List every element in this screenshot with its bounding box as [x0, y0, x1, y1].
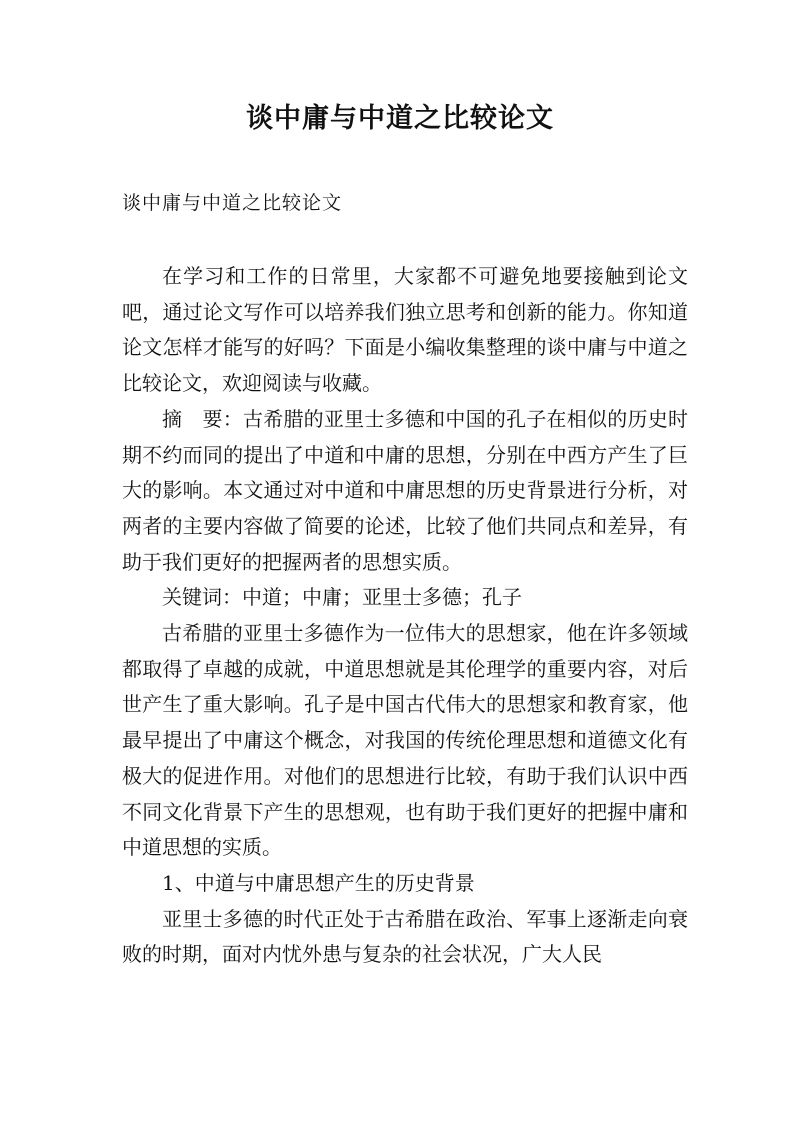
- abstract-paragraph: 摘 要：古希腊的亚里士多德和中国的孔子在相似的历史时期不约而同的提出了中道和中庸的思想，分别在中西方产生了巨大的影响。本文通过对中道和中庸思想的历史背景进行分析，对两者的主要内容做了简要的论述，比较了他们共同点和差异，有助于我们更好的把握两者的思想实质。: [122, 406, 688, 574]
- document-subtitle: 谈中庸与中道之比较论文: [122, 192, 343, 214]
- body-paragraph: 亚里士多德的时代正处于古希腊在政治、军事上逐渐走向衰败的时期，面对内忧外患与复杂的社会状况，广大人民: [122, 906, 688, 967]
- intro-paragraph: 在学习和工作的日常里，大家都不可避免地要接触到论文吧，通过论文写作可以培养我们独立思考和创新的能力。你知道论文怎样才能写的好吗？下面是小编收集整理的谈中庸与中道之比较论文，欢迎阅读与收藏。: [122, 264, 688, 396]
- section-heading: 1、中道与中庸思想产生的历史背景: [162, 870, 475, 895]
- keywords-paragraph: 关键词：中道；中庸；亚里士多德；孔子: [162, 585, 522, 610]
- document-body: [122, 259, 688, 973]
- body-paragraph: 古希腊的亚里士多德作为一位伟大的思想家，他在许多领域都取得了卓越的成就，中道思想就是其伦理学的重要内容，对后世产生了重大影响。孔子是中国古代伟大的思想家和教育家，他最早提出了中庸这个概念，对我国的传统伦理思想和道德文化有极大的促进作用。对他们的思想进行比较，有助于我们认识中西不同文化背景下产生的思想观，也有助于我们更好的把握中庸和中道思想的实质。: [122, 621, 688, 860]
- document-title: 谈中庸与中道之比较论文: [246, 103, 554, 134]
